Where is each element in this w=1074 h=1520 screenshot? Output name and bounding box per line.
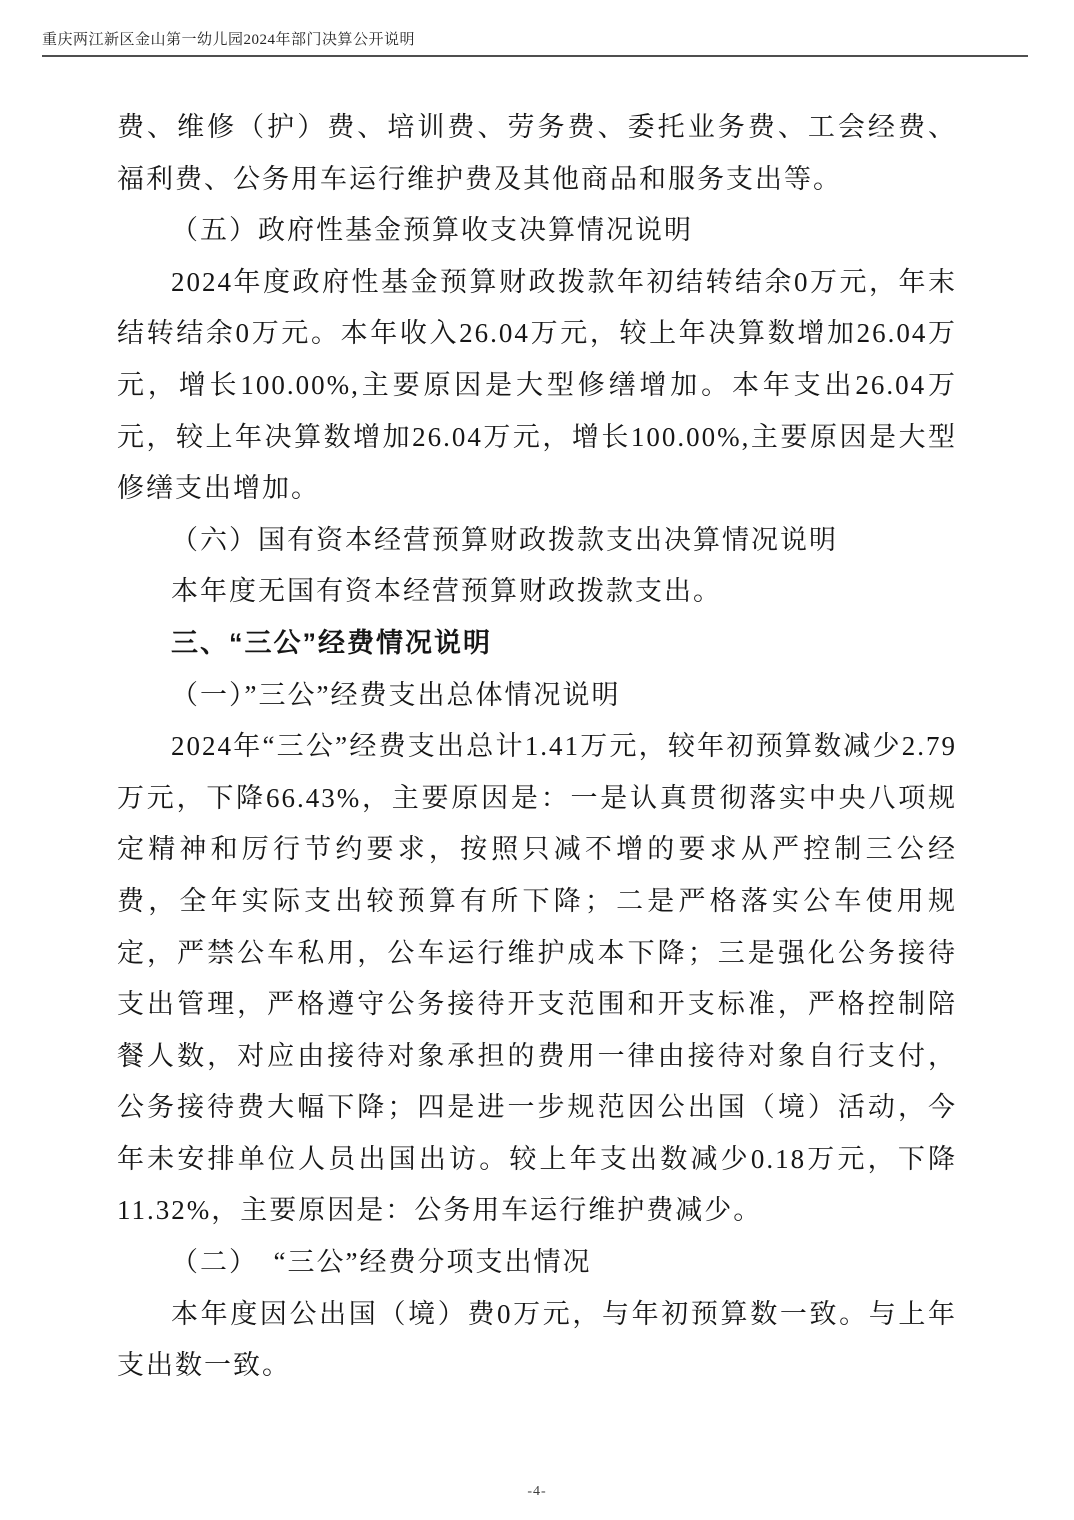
section-heading: （六）国有资本经营预算财政拨款支出决算情况说明: [171, 524, 838, 555]
page-header: [42, 30, 1028, 57]
section-heading: （一）”三公”经费支出总体情况说明: [171, 679, 621, 710]
paragraph: 2024年度政府性基金预算财政拨款年初结转结余0万元，年末结转结余0万元。本年收入26.04万元，较上年决算数增加26.04万元，增长100.00%,主要原因是大型修缮增加。本年支出26.04万元，较上年决算数增加26.04万元，增长100.00%,主要原因是大型修缮支出增加。: [117, 266, 957, 504]
section-heading: （二） “三公”经费分项支出情况: [171, 1247, 592, 1278]
section-heading: （五）政府性基金预算收支决算情况说明: [171, 215, 693, 246]
page-footer: [0, 1482, 1074, 1500]
paragraph: 本年度因公出国（境）费0万元，与年初预算数一致。与上年支出数一致。: [117, 1298, 957, 1381]
paragraph: 本年度无国有资本经营预算财政拨款支出。: [171, 576, 722, 607]
page-number: -4-: [527, 1484, 547, 1499]
header-rule: [42, 55, 1028, 57]
document-body: [117, 102, 957, 1392]
paragraph: 2024年“三公”经费支出总计1.41万元，较年初预算数减少2.79万元，下降66.43%，主要原因是：一是认真贯彻落实中央八项规定精神和厉行节约要求，按照只减不增的要求从严控制三公经费，全年实际支出较预算有所下降；二是严格落实公车使用规定，严禁公车私用，公车运行维护成本下降；三是强化公务接待支出管理，严格遵守公务接待开支范围和开支标准，严格控制陪餐人数，对应由接待对象承担的费用一律由接待对象自行支付，公务接待费大幅下降；四是进一步规范因公出国（境）活动，今年未安排单位人员出国出访。较上年支出数减少0.18万元，下降11.32%，主要原因是：公务用车运行维护费减少。: [117, 731, 957, 1226]
running-header-title: 重庆两江新区金山第一幼儿园2024年部门决算公开说明: [42, 32, 416, 48]
paragraph: 费、维修（护）费、培训费、劳务费、委托业务费、工会经费、福利费、公务用车运行维护费及其他商品和服务支出等。: [117, 112, 957, 194]
chapter-heading: 三、“三公”经费情况说明: [171, 627, 492, 658]
